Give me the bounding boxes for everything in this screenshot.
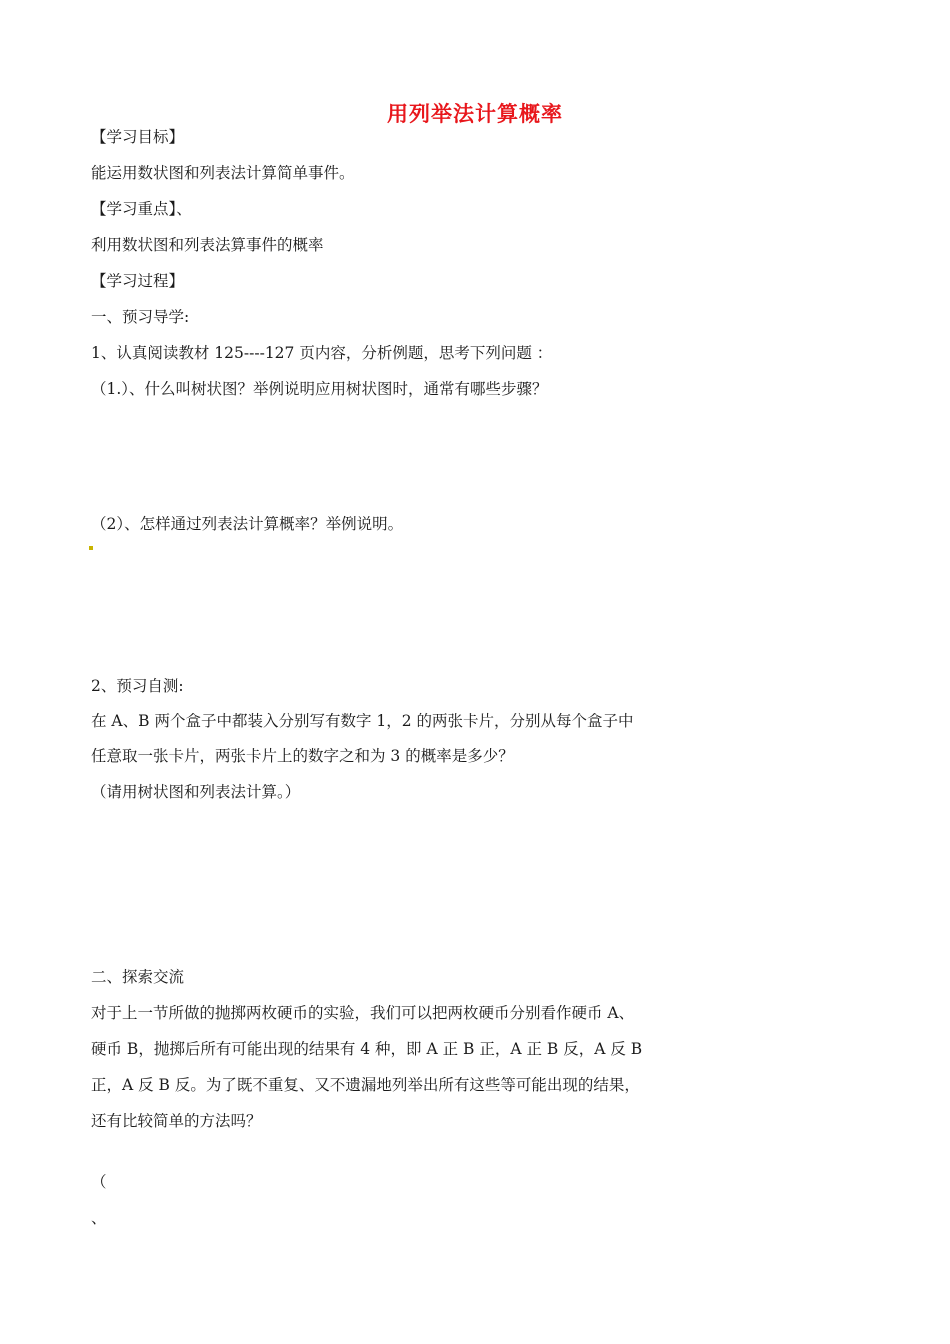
explore-text-line-1: 对于上一节所做的抛掷两枚硬币的实验，我们可以把两枚硬币分别看作硬币 A、 — [91, 1004, 635, 1022]
key-points-text: 利用数状图和列表法算事件的概率 — [91, 236, 324, 254]
process-heading: 【学习过程】 — [91, 272, 185, 290]
explore-text-line-4: 还有比较简单的方法吗？ — [91, 1112, 262, 1130]
objectives-heading: 【学习目标】 — [91, 128, 185, 146]
explore-text-line-2: 硬币 B，抛掷后所有可能出现的结果有 4 种，即 A 正 B 正，A 正 B 反，A 反 B — [91, 1040, 643, 1058]
objectives-text: 能运用数状图和列表法计算简单事件。 — [91, 164, 355, 182]
test-text-line-2: 任意取一张卡片，两张卡片上的数字之和为 3 的概率是多少？ — [91, 747, 514, 765]
question-two-text: （2）、怎样通过列表法计算概率？举例说明。 — [91, 515, 404, 533]
enumeration-comma: 、 — [91, 1209, 107, 1227]
item-two-heading: 2、预习自测: — [91, 677, 184, 695]
key-points-heading: 【学习重点】、 — [91, 200, 192, 218]
page-title: 用列举法计算概率 — [387, 102, 563, 126]
stray-mark — [89, 546, 93, 550]
test-text-line-3: （请用树状图和列表法计算。） — [91, 783, 301, 801]
section-two-heading: 二、探索交流 — [91, 968, 185, 986]
explore-text-line-3: 正，A 反 B 反。为了既不重复、又不遗漏地列举出所有这些等可能出现的结果， — [91, 1076, 640, 1094]
test-text-line-1: 在 A、B 两个盒子中都装入分别写有数字 1，2 的两张卡片，分别从每个盒子中 — [91, 712, 634, 730]
item-one-text: 1、认真阅读教材 125----127 页内容，分析例题，思考下列问题 ： — [91, 344, 553, 362]
question-one-text: （1.）、什么叫树状图？举例说明应用树状图时，通常有哪些步骤？ — [91, 380, 548, 398]
open-parenthesis: （ — [91, 1173, 107, 1191]
section-one-heading: 一、预习导学: — [91, 308, 190, 326]
